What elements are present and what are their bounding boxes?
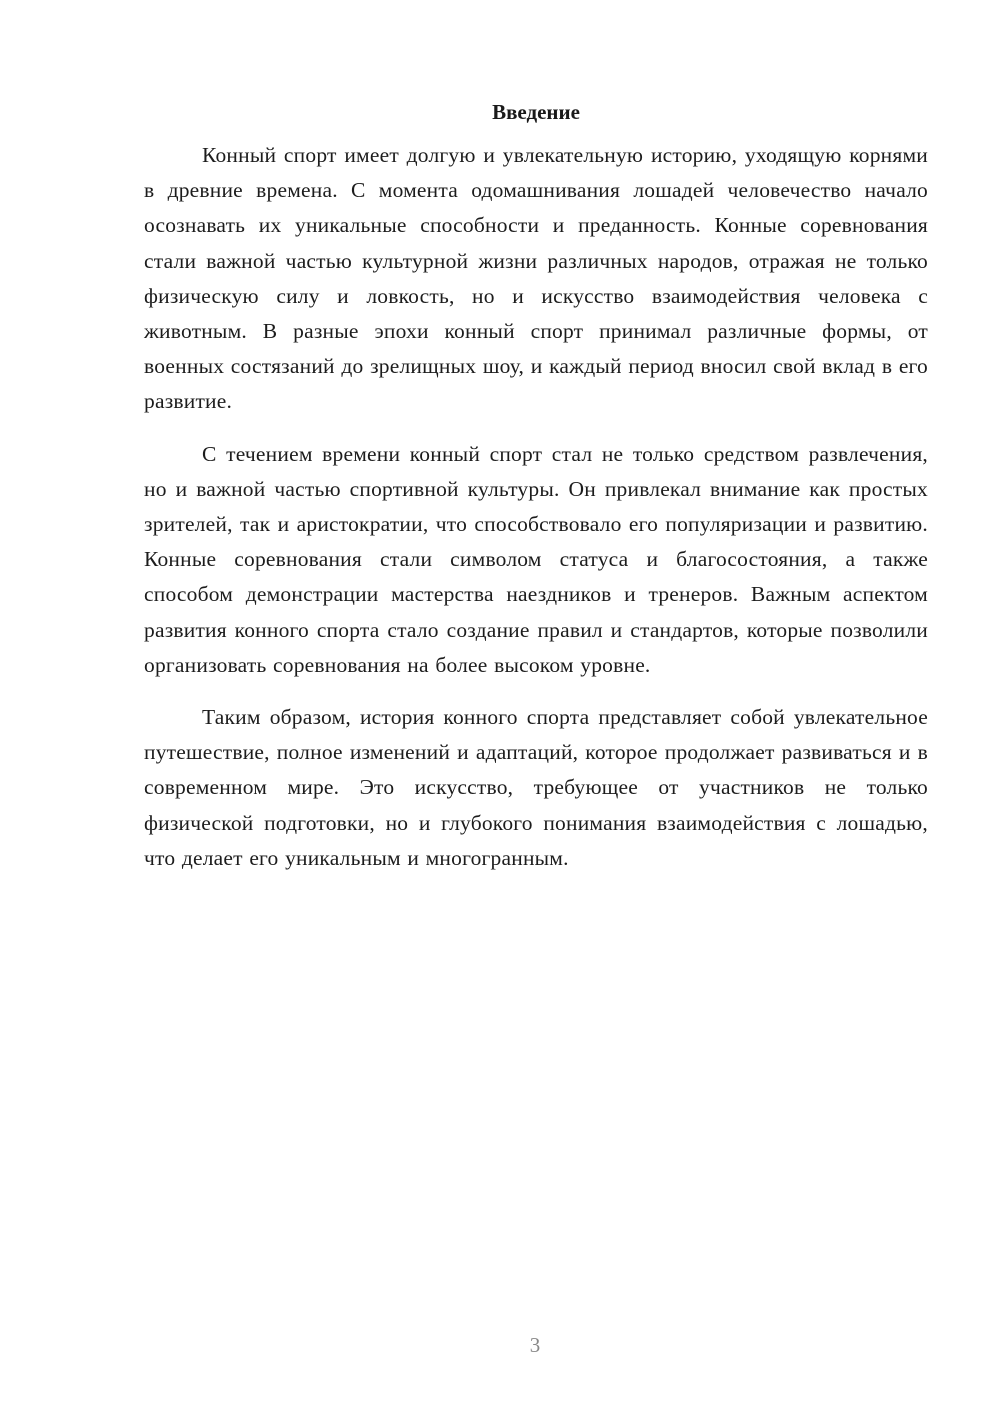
paragraph-3: Таким образом, история конного спорта представляет собой увлекательное путешествие, полное изменений и адаптаций, которое продолжает развиваться и в современном мире. Это искусство, требующее от участников не только физической подготовки, но и глубокого понимания взаимодействия с лошадью, что делает его уникальным и многогранным. bbox=[144, 705, 928, 870]
paragraph-1: Конный спорт имеет долгую и увлекательную историю, уходящую корнями в древние времена. С момента одомашнивания лошадей человечество начало осознавать их уникальные способности и преданность. Конные соревнования стали важной частью культурной жизни различных народов, отражая не только физическую силу и ловкость, но и искусство взаимодействия человека с животным. В разные эпохи конный спорт принимал различные формы, от военных состязаний до зрелищных шоу, и каждый период вносил свой вклад в его развитие. bbox=[144, 143, 928, 414]
paragraph-2: С течением времени конный спорт стал не только средством развлечения, но и важной частью спортивной культуры. Он привлекал внимание как простых зрителей, так и аристократии, что способствовало его популяризации и развитию. Конные соревнования стали символом статуса и благосостояния, а также способом демонстрации мастерства наездников и тренеров. Важным аспектом развития конного спорта стало создание правил и стандартов, которые позволили организовать соревнования на более высоком уровне. bbox=[144, 441, 928, 677]
page-content bbox=[144, 96, 928, 893]
section-heading: Введение bbox=[492, 100, 580, 124]
page-number: 3 bbox=[529, 1333, 541, 1357]
